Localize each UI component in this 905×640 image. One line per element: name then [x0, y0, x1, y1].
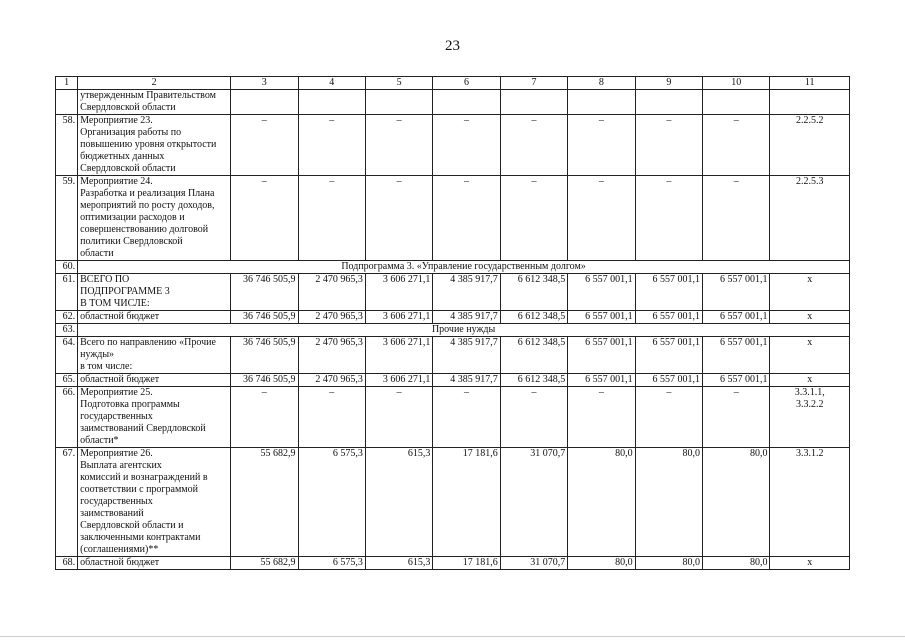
row-label: областной бюджет — [78, 311, 231, 324]
value-cell — [635, 90, 702, 115]
value-cell: 3 606 271,1 — [365, 337, 432, 374]
row-label: Всего по направлению «Прочие нужды» в том числе: — [78, 337, 231, 374]
header-cell: 9 — [635, 77, 702, 90]
value-cell: 6 557 001,1 — [703, 274, 770, 311]
value-cell: 6 557 001,1 — [703, 337, 770, 374]
section-title: Прочие нужды — [78, 324, 850, 337]
table-body — [56, 77, 850, 570]
table-row — [56, 337, 850, 374]
value-cell: 36 746 505,9 — [231, 337, 298, 374]
reference-cell: 2.2.5.3 — [770, 176, 850, 261]
value-cell: 6 557 001,1 — [703, 374, 770, 387]
value-cell: 17 181,6 — [433, 448, 500, 557]
value-cell: – — [433, 387, 500, 448]
reference-cell: х — [770, 274, 850, 311]
table-row — [56, 374, 850, 387]
value-cell: 6 557 001,1 — [635, 311, 702, 324]
value-cell — [703, 90, 770, 115]
table-row — [56, 176, 850, 261]
section-row — [56, 324, 850, 337]
value-cell: 6 557 001,1 — [635, 374, 702, 387]
scan-edge-line — [0, 636, 905, 637]
row-number: 61. — [56, 274, 78, 311]
value-cell: 3 606 271,1 — [365, 374, 432, 387]
value-cell: 36 746 505,9 — [231, 311, 298, 324]
value-cell: 615,3 — [365, 448, 432, 557]
value-cell: 3 606 271,1 — [365, 274, 432, 311]
header-cell: 1 — [56, 77, 78, 90]
value-cell: 6 575,3 — [298, 557, 365, 570]
value-cell: – — [231, 115, 298, 176]
value-cell: 2 470 965,3 — [298, 337, 365, 374]
reference-cell: х — [770, 374, 850, 387]
value-cell: 6 557 001,1 — [568, 274, 635, 311]
value-cell: – — [500, 115, 567, 176]
value-cell: 4 385 917,7 — [433, 274, 500, 311]
row-number: 67. — [56, 448, 78, 557]
value-cell: – — [231, 387, 298, 448]
table-row — [56, 387, 850, 448]
value-cell: 80,0 — [635, 557, 702, 570]
value-cell: 6 557 001,1 — [703, 311, 770, 324]
row-number: 63. — [56, 324, 78, 337]
value-cell: 4 385 917,7 — [433, 311, 500, 324]
reference-cell: 2.2.5.2 — [770, 115, 850, 176]
value-cell: – — [365, 115, 432, 176]
value-cell: 6 612 348,5 — [500, 337, 567, 374]
section-title: Подпрограмма 3. «Управление государственным долгом» — [78, 261, 850, 274]
value-cell: 2 470 965,3 — [298, 374, 365, 387]
header-cell: 3 — [231, 77, 298, 90]
value-cell: – — [365, 387, 432, 448]
table-row — [56, 274, 850, 311]
value-cell: – — [433, 115, 500, 176]
row-number: 58. — [56, 115, 78, 176]
value-cell: 80,0 — [635, 448, 702, 557]
value-cell: 4 385 917,7 — [433, 337, 500, 374]
row-label: Мероприятие 24. Разработка и реализация Плана мероприятий по росту доходов, оптимизации расходов и совершенствованию долговой политики Свердловской области — [78, 176, 231, 261]
table-row — [56, 448, 850, 557]
value-cell: 31 070,7 — [500, 448, 567, 557]
value-cell: – — [500, 387, 567, 448]
header-cell: 4 — [298, 77, 365, 90]
value-cell: – — [298, 176, 365, 261]
value-cell: 6 557 001,1 — [635, 337, 702, 374]
value-cell: 31 070,7 — [500, 557, 567, 570]
header-cell: 2 — [78, 77, 231, 90]
reference-cell: х — [770, 557, 850, 570]
value-cell: – — [231, 176, 298, 261]
header-cell: 5 — [365, 77, 432, 90]
value-cell: 6 557 001,1 — [635, 274, 702, 311]
value-cell: 6 575,3 — [298, 448, 365, 557]
table-row — [56, 115, 850, 176]
value-cell: – — [568, 387, 635, 448]
budget-table — [55, 76, 850, 570]
value-cell: 36 746 505,9 — [231, 274, 298, 311]
value-cell: 55 682,9 — [231, 448, 298, 557]
header-cell: 7 — [500, 77, 567, 90]
row-number: 64. — [56, 337, 78, 374]
value-cell: 80,0 — [568, 448, 635, 557]
value-cell: – — [500, 176, 567, 261]
reference-cell: х — [770, 311, 850, 324]
header-cell: 6 — [433, 77, 500, 90]
continuation-row — [56, 90, 850, 115]
value-cell: 6 612 348,5 — [500, 274, 567, 311]
value-cell: 36 746 505,9 — [231, 374, 298, 387]
header-row — [56, 77, 850, 90]
row-number: 59. — [56, 176, 78, 261]
value-cell: – — [635, 387, 702, 448]
value-cell: – — [568, 115, 635, 176]
page-number: 23 — [445, 38, 460, 54]
value-cell: – — [365, 176, 432, 261]
table-row — [56, 557, 850, 570]
row-number: 65. — [56, 374, 78, 387]
value-cell: 2 470 965,3 — [298, 311, 365, 324]
reference-cell: 3.3.1.2 — [770, 448, 850, 557]
value-cell: 4 385 917,7 — [433, 374, 500, 387]
value-cell: – — [568, 176, 635, 261]
row-label: областной бюджет — [78, 557, 231, 570]
value-cell: 615,3 — [365, 557, 432, 570]
reference-cell — [770, 90, 850, 115]
value-cell: 3 606 271,1 — [365, 311, 432, 324]
value-cell: 2 470 965,3 — [298, 274, 365, 311]
value-cell — [298, 90, 365, 115]
reference-cell: 3.3.1.1, 3.3.2.2 — [770, 387, 850, 448]
value-cell: – — [635, 115, 702, 176]
value-cell: 80,0 — [568, 557, 635, 570]
value-cell: – — [703, 387, 770, 448]
value-cell — [231, 90, 298, 115]
header-cell: 10 — [703, 77, 770, 90]
section-row — [56, 261, 850, 274]
row-number: 66. — [56, 387, 78, 448]
row-label: Мероприятие 26. Выплата агентских комиссий и вознаграждений в соответствии с программой государственных заимствований Свердловской области и заключенными контрактами (соглашениями)** — [78, 448, 231, 557]
reference-cell: х — [770, 337, 850, 374]
value-cell — [500, 90, 567, 115]
value-cell: 6 612 348,5 — [500, 374, 567, 387]
row-number — [56, 90, 78, 115]
value-cell: – — [433, 176, 500, 261]
row-label: областной бюджет — [78, 374, 231, 387]
value-cell: – — [298, 387, 365, 448]
row-number: 60. — [56, 261, 78, 274]
row-label: Мероприятие 25. Подготовка программы государственных заимствований Свердловской области* — [78, 387, 231, 448]
row-label: ВСЕГО ПО ПОДПРОГРАММЕ 3 В ТОМ ЧИСЛЕ: — [78, 274, 231, 311]
value-cell: – — [703, 115, 770, 176]
value-cell: 6 612 348,5 — [500, 311, 567, 324]
value-cell: 80,0 — [703, 448, 770, 557]
value-cell: – — [635, 176, 702, 261]
header-cell: 11 — [770, 77, 850, 90]
value-cell — [365, 90, 432, 115]
value-cell: 80,0 — [703, 557, 770, 570]
row-number: 68. — [56, 557, 78, 570]
value-cell: 6 557 001,1 — [568, 337, 635, 374]
table-row — [56, 311, 850, 324]
value-cell — [568, 90, 635, 115]
row-label: Мероприятие 23. Организация работы по повышению уровня открытости бюджетных данных Свердловской области — [78, 115, 231, 176]
continuation-text: утвержденным Правительством Свердловской области — [78, 90, 231, 115]
value-cell: – — [298, 115, 365, 176]
value-cell: 55 682,9 — [231, 557, 298, 570]
value-cell: 17 181,6 — [433, 557, 500, 570]
value-cell — [433, 90, 500, 115]
header-cell: 8 — [568, 77, 635, 90]
value-cell: 6 557 001,1 — [568, 311, 635, 324]
value-cell: 6 557 001,1 — [568, 374, 635, 387]
value-cell: – — [703, 176, 770, 261]
row-number: 62. — [56, 311, 78, 324]
